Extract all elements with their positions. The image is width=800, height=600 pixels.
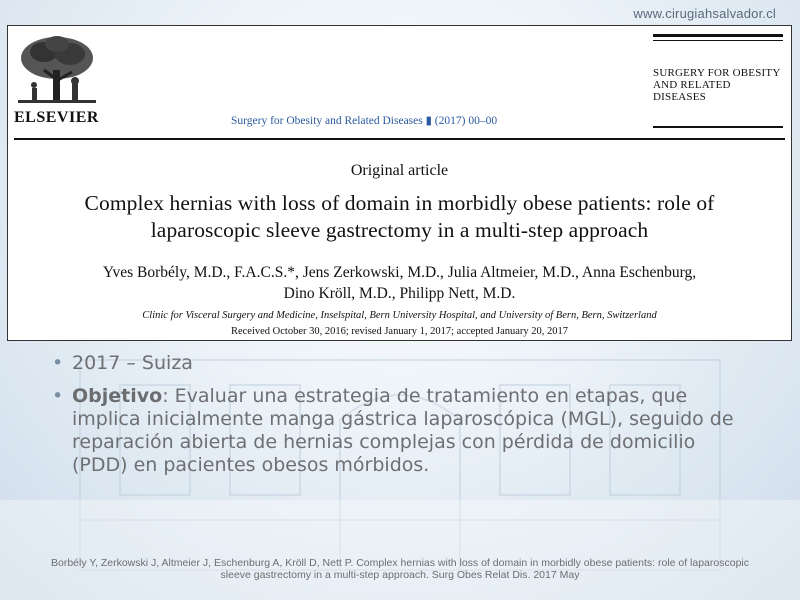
header-divider [14,138,785,140]
affiliation: Clinic for Visceral Surgery and Medicine, Inselspital, Bern University Hospital, and University of Bern, Bern, Switzerland [142,310,657,321]
bullet-list [52,352,752,487]
elsevier-tree-logo-icon [14,34,100,114]
website-url: www.cirugiahsalvador.cl [633,6,776,21]
article-type: Original article [350,162,449,179]
bullet-icon: • [52,352,64,374]
authors-line-1: Yves Borbély, M.D., F.A.C.S.*, Jens Zerkowski, M.D., Julia Altmeier, M.D., Anna Eschenburg, [102,264,697,281]
article-authors [12,262,787,304]
journal-citation-line: Surgery for Obesity and Related Diseases ▮ (2017) 00–00 [231,115,498,127]
article-title-line-2: laparoscopic sleeve gastrectomy in a multi-step approach [150,218,649,242]
article-title [12,190,787,244]
publisher-name: ELSEVIER [14,109,99,126]
objective-label: Objetivo [72,385,163,407]
paper-header-screenshot [7,25,792,341]
journal-logo [653,34,783,103]
list-item [52,352,752,375]
received-dates: Received October 30, 2016; revised January 1, 2017; accepted January 20, 2017 [230,326,569,337]
bullet-icon: • [52,385,64,407]
list-item [52,385,752,477]
objective-text: : Evaluar una estrategia de tratamiento en etapas, que implica inicialmente manga gástrica laparoscópica (MGL), seguido de reparación abierta de hernias complejas con pérdida de domicilio (PDD) en pacientes obesos mórbidos. [72,385,734,476]
journal-logo-text: SURGERY FOR OBESITY AND RELATED DISEASES [653,67,781,103]
authors-line-2: Dino Kröll, M.D., Philipp Nett, M.D. [283,285,516,302]
reference-citation: Borbély Y, Zerkowski J, Altmeier J, Eschenburg A, Kröll D, Nett P. Complex hernias with loss of domain in morbidly obese patients: role of laparoscopic sleeve gastrectomy in a multi-step approach. Surg Obes Relat Dis. 2017 May [51,557,749,581]
bullet-text-year-country: 2017 – Suiza [72,352,193,374]
article-title-line-1: Complex hernias with loss of domain in morbidly obese patients: role of [84,191,715,215]
